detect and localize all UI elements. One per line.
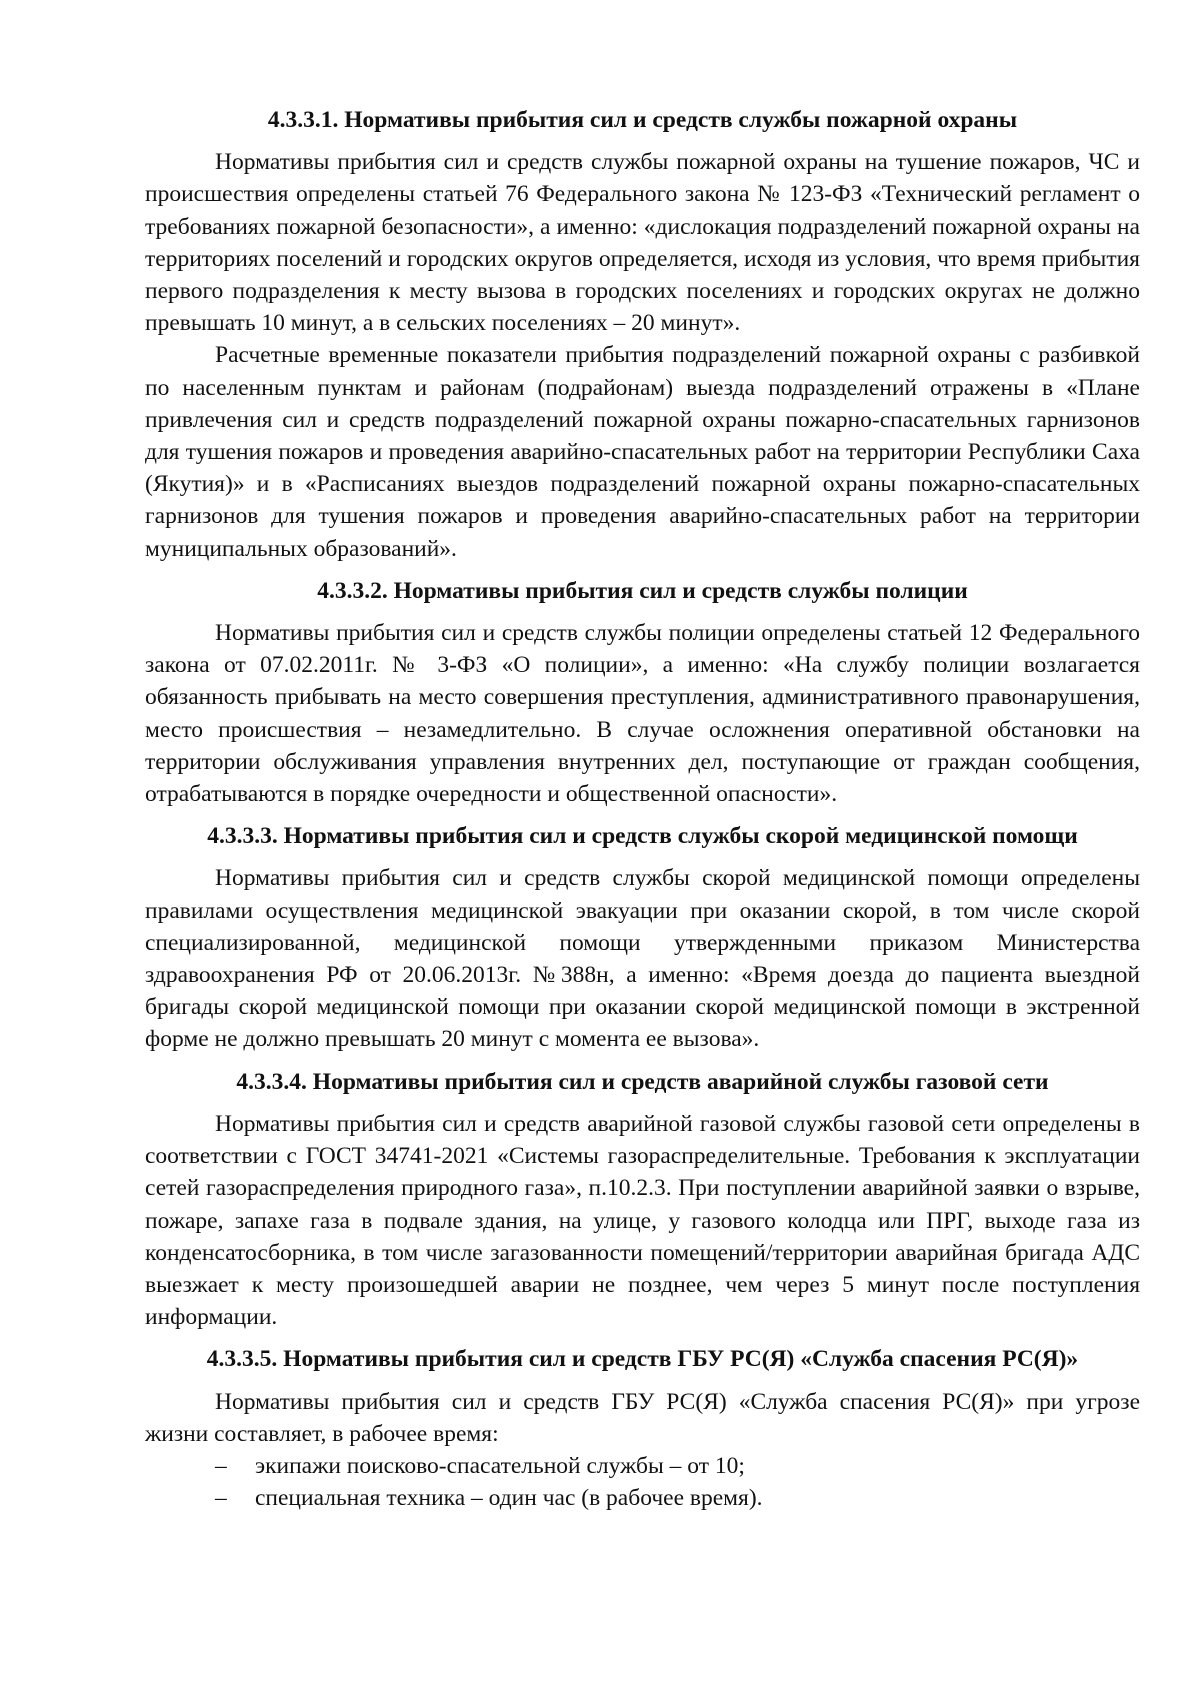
paragraph: Нормативы прибытия сил и средств ГБУ РС(Я) «Служба спасения РС(Я)» при угрозе жизни составляет, в рабочее время:: [145, 1388, 1140, 1447]
section-ambulance-service: [145, 820, 1140, 1055]
paragraph: Нормативы прибытия сил и средств службы пожарной охраны на тушение пожаров, ЧС и происшествия определены статьей 76 Федерального закона № 123-ФЗ «Технический регламент о требованиях пожарной безопасности», а именно: «дислокация подразделений пожарной охраны на территориях поселений и городских округов определяется, исходя из условия, что время прибытия первого подразделения к месту вызова в городских поселениях и городских округах не должно превышать 10 минут, а в сельских поселениях – 20 минут».: [145, 149, 1140, 337]
bullet-dash: –: [215, 1452, 227, 1479]
list-item: [145, 1450, 1140, 1482]
paragraph: Расчетные временные показатели прибытия подразделений пожарной охраны с разбивкой по населенным пунктам и районам (подрайонам) выезда подразделений отражены в «Плане привлечения сил и средств подразделений пожарной охраны пожарно-спасательных гарнизонов для тушения пожаров и проведения аварийно-спасательных работ на территории Республики Саха (Якутия)» и в «Расписаниях выездов подразделений пожарной охраны пожарно-спасательных гарнизонов для тушения пожаров и проведения аварийно-спасательных работ на территории муниципальных образований».: [145, 342, 1140, 562]
section-fire-service: [145, 104, 1140, 565]
section-rescue-service: [145, 1343, 1140, 1514]
section-heading: 4.3.3.1. Нормативы прибытия сил и средств службы пожарной охраны: [267, 107, 1018, 133]
document-page: [145, 104, 1140, 1524]
section-gas-emergency-service: [145, 1066, 1140, 1334]
bullet-list: [145, 1450, 1140, 1514]
paragraph: Нормативы прибытия сил и средств аварийной газовой службы газовой сети определены в соответствии с ГОСТ 34741-2021 «Системы газораспределительные. Требования к эксплуатации сетей газораспределения природного газа», п.10.2.3. При поступлении аварийной заявки о взрыве, пожаре, запахе газа в подвале здания, на улице, у газового колодца или ПРГ, выходе газа из конденсатосборника, в том числе загазованности помещений/территории аварийная бригада АДС выезжает к месту произошедшей аварии не позднее, чем через 5 минут после поступления информации.: [145, 1110, 1140, 1331]
list-item-text: экипажи поисково-спасательной службы – от 10;: [255, 1452, 745, 1479]
paragraph: Нормативы прибытия сил и средств службы полиции определены статьей 12 Федерального закона от 07.02.2011г. № 3-ФЗ «О полиции», а именно: «На службу полиции возлагается обязанность прибывать на место совершения преступления, административного правонарушения, место происшествия – незамедлительно. В случае осложнения оперативной обстановки на территории обслуживания управления внутренних дел, поступающие от граждан сообщения, отрабатываются в порядке очередности и общественной опасности».: [145, 620, 1140, 808]
section-police-service: [145, 575, 1140, 810]
list-item-text: специальная техника – один час (в рабочее время).: [255, 1485, 763, 1512]
paragraph: Нормативы прибытия сил и средств службы скорой медицинской помощи определены правилами осуществления медицинской эвакуации при оказании скорой, в том числе скорой специализированной, медицинской помощи утвержденными приказом Министерства здравоохранения РФ от 20.06.2013г. №388н, а именно: «Время доезда до пациента выездной бригады скорой медицинской помощи при оказании скорой медицинской помощи в экстренной форме не должно превышать 20 минут с момента ее вызова».: [145, 865, 1140, 1053]
section-heading: 4.3.3.3. Нормативы прибытия сил и средств службы скорой медицинской помощи: [207, 823, 1078, 850]
list-item: [145, 1482, 1140, 1514]
section-heading: 4.3.3.4. Нормативы прибытия сил и средств аварийной службы газовой сети: [236, 1068, 1049, 1095]
section-heading: 4.3.3.2. Нормативы прибытия сил и средств службы полиции: [317, 577, 968, 604]
section-heading: 4.3.3.5. Нормативы прибытия сил и средств ГБУ РС(Я) «Служба спасения РС(Я)»: [206, 1346, 1079, 1373]
bullet-dash: –: [215, 1485, 227, 1512]
